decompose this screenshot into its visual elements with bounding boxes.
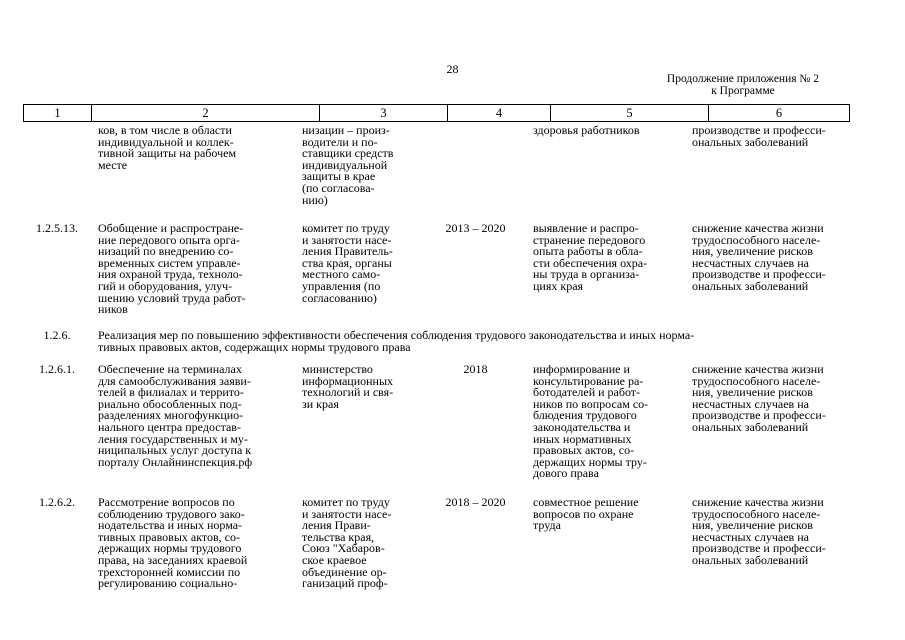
- header-col-6: 6: [708, 105, 850, 121]
- carry-result: здоровья работников: [533, 123, 640, 137]
- page-number: 28: [446, 62, 459, 76]
- row-executor: комитет по труду и занятости насе- ления Прави- тельства края, Союз "Хабаров- ское краевое объединение ор- ганизаций проф-: [302, 495, 392, 591]
- row-period: 2018: [463, 362, 488, 376]
- carry-risk: производстве и професси- ональных заболеваний: [692, 123, 826, 149]
- row-period: 2013 – 2020: [445, 221, 506, 235]
- row-number: 1.2.6.2.: [39, 495, 75, 509]
- row-action: Обобщение и распростране- ние передового опыта орга- низаций по внедрению со- временных систем управле- ния охраной труда, техноло- гий и оборудования, улуч- шению условий труда работ- ников: [98, 221, 246, 317]
- header-col-4: 4: [447, 105, 550, 121]
- continuation-note: [667, 73, 819, 97]
- row-number: 1.2.5.13.: [36, 221, 78, 235]
- row-result: совместное решение вопросов по охране труда: [533, 495, 639, 533]
- row-result: выявление и распро- странение передового опыта работы в обла- сти обеспечения охра- ны труда в организа- циях края: [533, 221, 648, 293]
- row-risk: снижение качества жизни трудоспособного населе- ния, увеличение рисков несчастных случаев на производстве и професси- ональных заболеваний: [692, 362, 826, 434]
- row-executor: министерство информационных технологий и свя- зи края: [302, 362, 394, 411]
- row-risk: снижение качества жизни трудоспособного населе- ния, увеличение рисков несчастных случаев на производстве и професси- ональных заболеваний: [692, 495, 826, 567]
- row-risk: снижение качества жизни трудоспособного населе- ния, увеличение рисков несчастных случаев на производстве и професси- ональных заболеваний: [692, 221, 826, 293]
- carry-action: ков, в том числе в области индивидуальной и коллек- тивной защиты на рабочем месте: [98, 123, 237, 172]
- row-action: Обеспечение на терминалах для самообслуживания заяви- телей в филиалах и террито- риально обособленных под- разделениях многофункцио- нального центра предостав- ления государственных и му- ниципальных услуг доступа к порталу Онлайнинспекция.рф: [98, 362, 253, 469]
- section-title: Реализация мер по повышению эффективности обеспечения соблюдения трудового законодательства и иных норма- тивных правовых актов, содержащих нормы трудового права: [98, 328, 695, 354]
- row-number: 1.2.6.1.: [39, 362, 75, 376]
- header-col-5: 5: [550, 105, 708, 121]
- row-action: Рассмотрение вопросов по соблюдению трудового зако- нодательства и иных норма- тивных правовых актов, со- держащих нормы трудового права, на заседаниях краевой трехсторонней комиссии по регулированию социально-: [98, 495, 248, 591]
- row-result: информирование и консультирование ра- ботодателей и работ- ников по вопросам со- блюдения трудового законодательства и иных нормативных правовых актов, со- держащих нормы тру- дового права: [533, 362, 649, 481]
- carry-executor: низации – произ- водители и по- ставщики средств индивидуальной защиты в крае (по согласова- нию): [302, 123, 394, 207]
- row-executor: комитет по труду и занятости насе- ления Правитель- ства края, органы местного само- управления (по согласованию): [302, 221, 393, 305]
- continuation-line-2: к Программе: [711, 85, 775, 97]
- row-period: 2018 – 2020: [445, 495, 506, 509]
- header-col-2: 2: [91, 105, 319, 121]
- header-col-3: 3: [319, 105, 447, 121]
- header-col-1: 1: [23, 105, 91, 121]
- continuation-line-1: Продолжение приложения № 2: [666, 73, 819, 85]
- section-number: 1.2.6.: [43, 328, 71, 342]
- table-header: [23, 104, 850, 122]
